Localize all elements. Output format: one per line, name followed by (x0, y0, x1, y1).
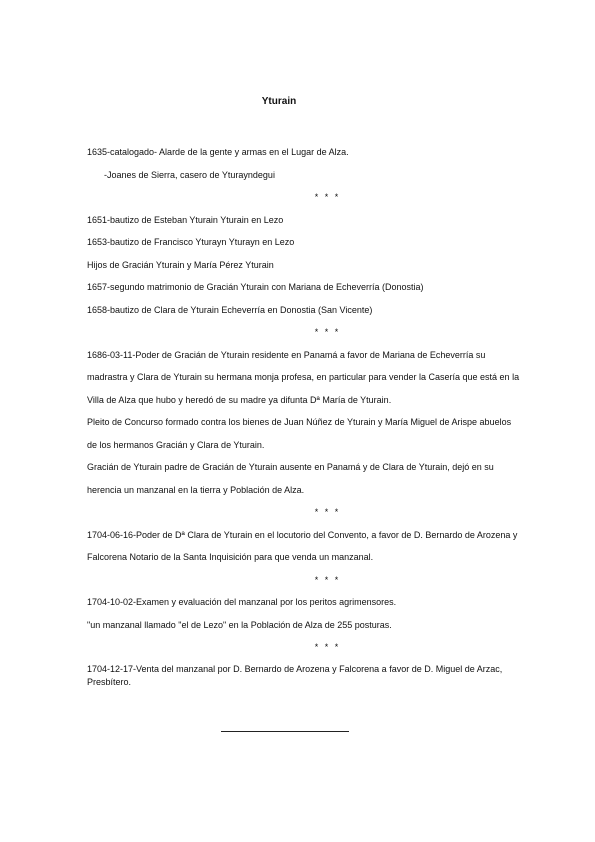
paragraph-1658-bautizo: 1658-bautizo de Clara de Yturain Echeverría en Donostia (San Vicente) (87, 304, 373, 315)
paragraph-1704-06-16-poder: 1704-06-16-Poder de Dª Clara de Yturain en el locutorio del Convento, a favor de D. Bernardo de Arozena y Falcorena Notario de la Santa Inquisición para que venda un manzanal. (87, 529, 518, 562)
section-separator: * * * (314, 642, 341, 652)
paragraph-1704-10-02-examen: 1704-10-02-Examen y evaluación del manzanal por los peritos agrimensores. (87, 597, 397, 607)
paragraph-manzanal-lezo: "un manzanal llamado "el de Lezo" en la Población de Alza de 255 posturas. (87, 619, 392, 630)
paragraph-1704-12-17-venta: 1704-12-17-Venta del manzanal por D. Bernardo de Arozena y Falcorena a favor de D. Miguel de Arzac, Presbítero. (87, 663, 503, 687)
section-separator: * * * (314, 507, 341, 517)
horizontal-rule (221, 731, 349, 732)
paragraph-1635-alarde: 1635-catalogado- Alarde de la gente y armas en el Lugar de Alza. (87, 147, 349, 157)
section-separator: * * * (314, 192, 341, 202)
paragraph-hijos: Hijos de Gracián Yturain y María Pérez Yturain (87, 259, 274, 270)
paragraph-joanes-de-sierra: -Joanes de Sierra, casero de Yturayndegui (104, 169, 275, 180)
paragraph-1653-bautizo: 1653-bautizo de Francisco Yturayn Yturayn en Lezo (87, 237, 295, 247)
paragraph-herencia: Gracián de Yturain padre de Gracián de Yturain ausente en Panamá y de Clara de Yturain, dejó en su herencia un manzanal en la tierra y Población de Alza. (87, 462, 494, 495)
paragraph-1651-bautizo: 1651-bautizo de Esteban Yturain Yturain en Lezo (87, 214, 284, 225)
section-separator: * * * (314, 574, 341, 585)
document-body (87, 141, 522, 689)
paragraph-1657-matrimonio: 1657-segundo matrimonio de Gracián Yturain con Mariana de Echeverría (Donostia) (87, 282, 424, 292)
section-separator: * * * (314, 327, 341, 337)
document-title: Yturain (261, 96, 297, 107)
paragraph-1686-poder: 1686-03-11-Poder de Gracián de Yturain residente en Panamá a favor de Mariana de Echeverría su madrastra y Clara de Yturain su hermana monja profesa, en particular para vender la Casería que está en la Villa de Alza que hubo y heredó de su madre ya difunta Dª María de Yturain. (87, 349, 520, 405)
paragraph-pleito: Pleito de Concurso formado contra los bienes de Juan Núñez de Yturain y María Miguel de Arispe abuelos de los hermanos Gracián y Clara de Yturain. (87, 417, 512, 450)
